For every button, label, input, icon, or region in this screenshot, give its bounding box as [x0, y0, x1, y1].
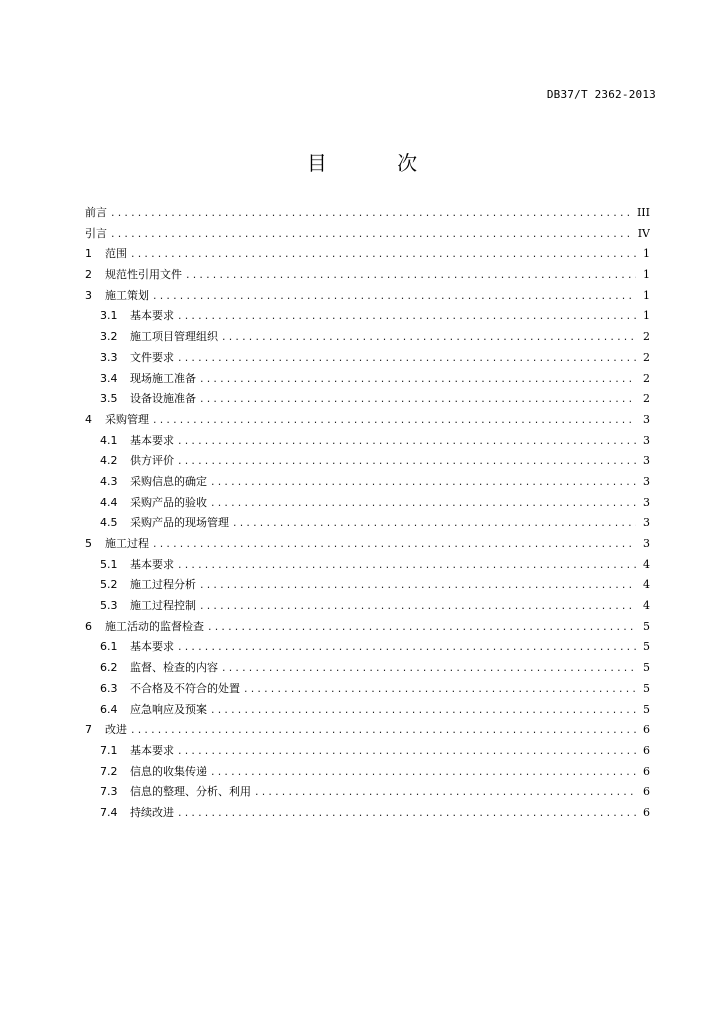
toc-entry-page: 5	[643, 681, 650, 695]
toc-entry[interactable]	[85, 307, 650, 328]
toc-entry-page: 3	[643, 454, 650, 468]
toc-entry-label: 现场施工准备	[130, 371, 196, 385]
toc-entry-number: 5.3	[100, 599, 118, 613]
toc-entry-label: 采购产品的验收	[130, 495, 207, 509]
toc-entry[interactable]	[85, 349, 650, 370]
toc-entry-number: 2	[85, 268, 92, 282]
toc-entry-number: 6.1	[100, 640, 118, 654]
toc-entry-number: 3	[85, 288, 92, 302]
toc-entry-page: 1	[643, 288, 650, 302]
dot-leader	[222, 661, 636, 674]
toc-entry[interactable]	[85, 556, 650, 577]
toc-entry-number: 5	[85, 537, 92, 550]
dot-leader	[178, 744, 636, 757]
dot-leader	[200, 392, 636, 405]
toc-entry-label: 施工过程分析	[130, 578, 196, 592]
dot-leader	[186, 268, 636, 281]
toc-entry-label: 不合格及不符合的处置	[130, 681, 240, 695]
dot-leader	[153, 537, 636, 550]
toc-entry-number: 3.2	[100, 330, 118, 344]
toc-entry-label: 基本要求	[130, 433, 174, 447]
toc-entry-label: 信息的收集传递	[130, 764, 207, 778]
toc-entry-label: 文件要求	[130, 350, 174, 364]
toc-entry-label: 信息的整理、分析、利用	[130, 785, 251, 799]
toc-entry-number: 6.3	[100, 681, 118, 695]
toc-entry-label: 采购产品的现场管理	[130, 516, 229, 530]
toc-entry-label: 基本要求	[130, 640, 174, 654]
toc-entry-page: 2	[643, 350, 650, 364]
toc-entry-page: 6	[643, 743, 650, 757]
toc-entry-label: 监督、检查的内容	[130, 661, 218, 675]
toc-entry-page: 2	[643, 330, 650, 344]
toc-entry-page: 1	[643, 268, 650, 282]
toc-entry-page: 5	[643, 661, 650, 675]
toc-entry[interactable]	[85, 659, 650, 680]
toc-entry-number: 4.2	[100, 454, 118, 468]
toc-entry[interactable]	[85, 328, 650, 349]
toc-entry-number: 3.5	[100, 392, 118, 406]
toc-entry[interactable]	[85, 370, 650, 391]
toc-entry-page: 3	[643, 495, 650, 509]
toc-entry[interactable]	[85, 576, 650, 597]
toc-entry-label: 规范性引用文件	[105, 268, 182, 282]
toc-entry-number: 1	[85, 247, 92, 261]
dot-leader	[178, 309, 636, 322]
toc-entry-label: 施工过程	[105, 537, 149, 550]
dot-leader	[200, 578, 636, 591]
toc-entry-label: 基本要求	[130, 557, 174, 571]
toc-entry[interactable]	[85, 535, 650, 556]
toc-entry-number: 3.1	[100, 309, 118, 323]
toc-entry-number: 3.4	[100, 371, 118, 385]
toc-entry-page: 3	[643, 412, 650, 426]
toc-entry-label: 应急响应及预案	[130, 702, 207, 716]
toc-entry-number: 7.2	[100, 764, 118, 778]
dot-leader	[255, 785, 636, 798]
toc-entry-page: 2	[643, 371, 650, 385]
document-code: DB37/T 2362-2013	[546, 88, 656, 101]
page-title: 目 次	[306, 151, 450, 175]
toc-entry-number: 5.2	[100, 578, 118, 592]
toc-entry-page: 6	[643, 764, 650, 778]
table-of-contents	[85, 204, 650, 825]
dot-leader	[153, 413, 636, 426]
toc-entry-page: 3	[643, 516, 650, 530]
toc-entry-number: 4	[85, 412, 92, 426]
toc-entry-page: 4	[643, 578, 650, 592]
toc-entry[interactable]	[85, 514, 650, 535]
toc-entry-page: 4	[643, 599, 650, 613]
dot-leader	[131, 723, 636, 736]
dot-leader	[211, 475, 636, 488]
toc-entry-number: 4.5	[100, 516, 118, 530]
toc-entry-number: 4.1	[100, 433, 118, 447]
dot-leader	[111, 206, 633, 219]
dot-leader	[211, 703, 636, 716]
dot-leader	[233, 516, 636, 529]
toc-entry-label: 基本要求	[130, 743, 174, 757]
dot-leader	[200, 599, 636, 612]
dot-leader	[178, 434, 636, 447]
toc-entry[interactable]	[85, 287, 650, 308]
toc-entry-number: 6.2	[100, 661, 118, 675]
toc-entry[interactable]	[85, 452, 650, 473]
toc-entry[interactable]	[85, 618, 650, 639]
toc-entry-number: 4.4	[100, 495, 118, 509]
toc-entry-number: 7.4	[100, 805, 118, 819]
toc-entry[interactable]	[85, 680, 650, 701]
toc-entry-label: 施工过程控制	[130, 599, 196, 613]
dot-leader	[244, 682, 636, 695]
toc-entry-label: 采购管理	[105, 412, 149, 426]
dot-leader	[222, 330, 636, 343]
toc-entry-label: 施工策划	[105, 288, 149, 302]
toc-entry[interactable]	[85, 721, 650, 742]
toc-entry-page: 3	[643, 433, 650, 447]
toc-entry-page: 1	[643, 309, 650, 323]
toc-entry[interactable]	[85, 245, 650, 266]
toc-entry-label: 施工活动的监督检查	[105, 619, 204, 633]
toc-entry[interactable]	[85, 638, 650, 659]
dot-leader	[178, 806, 636, 819]
toc-entry-page: 2	[643, 392, 650, 406]
toc-entry-page: 3	[643, 537, 650, 550]
toc-entry-number: 4.3	[100, 474, 118, 488]
toc-entry[interactable]	[85, 390, 650, 411]
dot-leader	[178, 454, 636, 467]
toc-entry-page: 4	[643, 557, 650, 571]
toc-entry-page: 5	[643, 640, 650, 654]
dot-leader	[208, 620, 636, 633]
toc-entry[interactable]	[85, 783, 650, 804]
toc-entry[interactable]	[85, 597, 650, 618]
dot-leader	[211, 496, 636, 509]
toc-entry[interactable]	[85, 432, 650, 453]
toc-entry[interactable]	[85, 266, 650, 287]
toc-entry-page: 1	[643, 247, 650, 261]
toc-entry-label: 基本要求	[130, 309, 174, 323]
toc-entry-page: 6	[643, 785, 650, 799]
toc-entry-page: 3	[643, 474, 650, 488]
dot-leader	[153, 289, 636, 302]
toc-entry-label: 施工项目管理组织	[130, 330, 218, 344]
toc-entry-number: 3.3	[100, 350, 118, 364]
toc-entry-number: 5.1	[100, 557, 118, 571]
toc-entry-page: 5	[643, 702, 650, 716]
dot-leader	[178, 558, 636, 571]
toc-entry-label: 持续改进	[130, 805, 174, 819]
dot-leader	[178, 640, 636, 653]
toc-entry[interactable]	[85, 411, 650, 432]
toc-entry-page: 6	[643, 723, 650, 737]
toc-entry[interactable]	[85, 742, 650, 763]
toc-entry-page: III	[636, 206, 650, 219]
dot-leader	[178, 351, 636, 364]
toc-entry-page: 5	[643, 619, 650, 633]
toc-entry-number: 7.1	[100, 743, 118, 757]
toc-entry-page: IV	[637, 226, 650, 240]
toc-entry-label: 前言	[85, 206, 107, 219]
dot-leader	[211, 765, 636, 778]
dot-leader	[200, 372, 636, 385]
toc-entry-number: 6	[85, 619, 92, 633]
toc-entry[interactable]	[85, 204, 650, 225]
toc-entry-label: 设备设施准备	[130, 392, 196, 406]
toc-entry-number: 6.4	[100, 702, 118, 716]
toc-entry-label: 范围	[105, 247, 127, 261]
toc-entry-number: 7	[85, 723, 92, 737]
toc-entry[interactable]	[85, 494, 650, 515]
toc-entry[interactable]	[85, 225, 650, 246]
toc-entry[interactable]	[85, 473, 650, 494]
toc-entry[interactable]	[85, 701, 650, 722]
toc-entry-label: 供方评价	[130, 454, 174, 468]
toc-entry-label: 改进	[105, 723, 127, 737]
toc-entry-page: 6	[643, 805, 650, 819]
toc-entry[interactable]	[85, 804, 650, 825]
dot-leader	[131, 247, 636, 260]
toc-entry-label: 采购信息的确定	[130, 474, 207, 488]
toc-entry-number: 7.3	[100, 785, 118, 799]
dot-leader	[111, 227, 634, 240]
toc-entry[interactable]	[85, 763, 650, 784]
toc-entry-label: 引言	[85, 226, 107, 240]
